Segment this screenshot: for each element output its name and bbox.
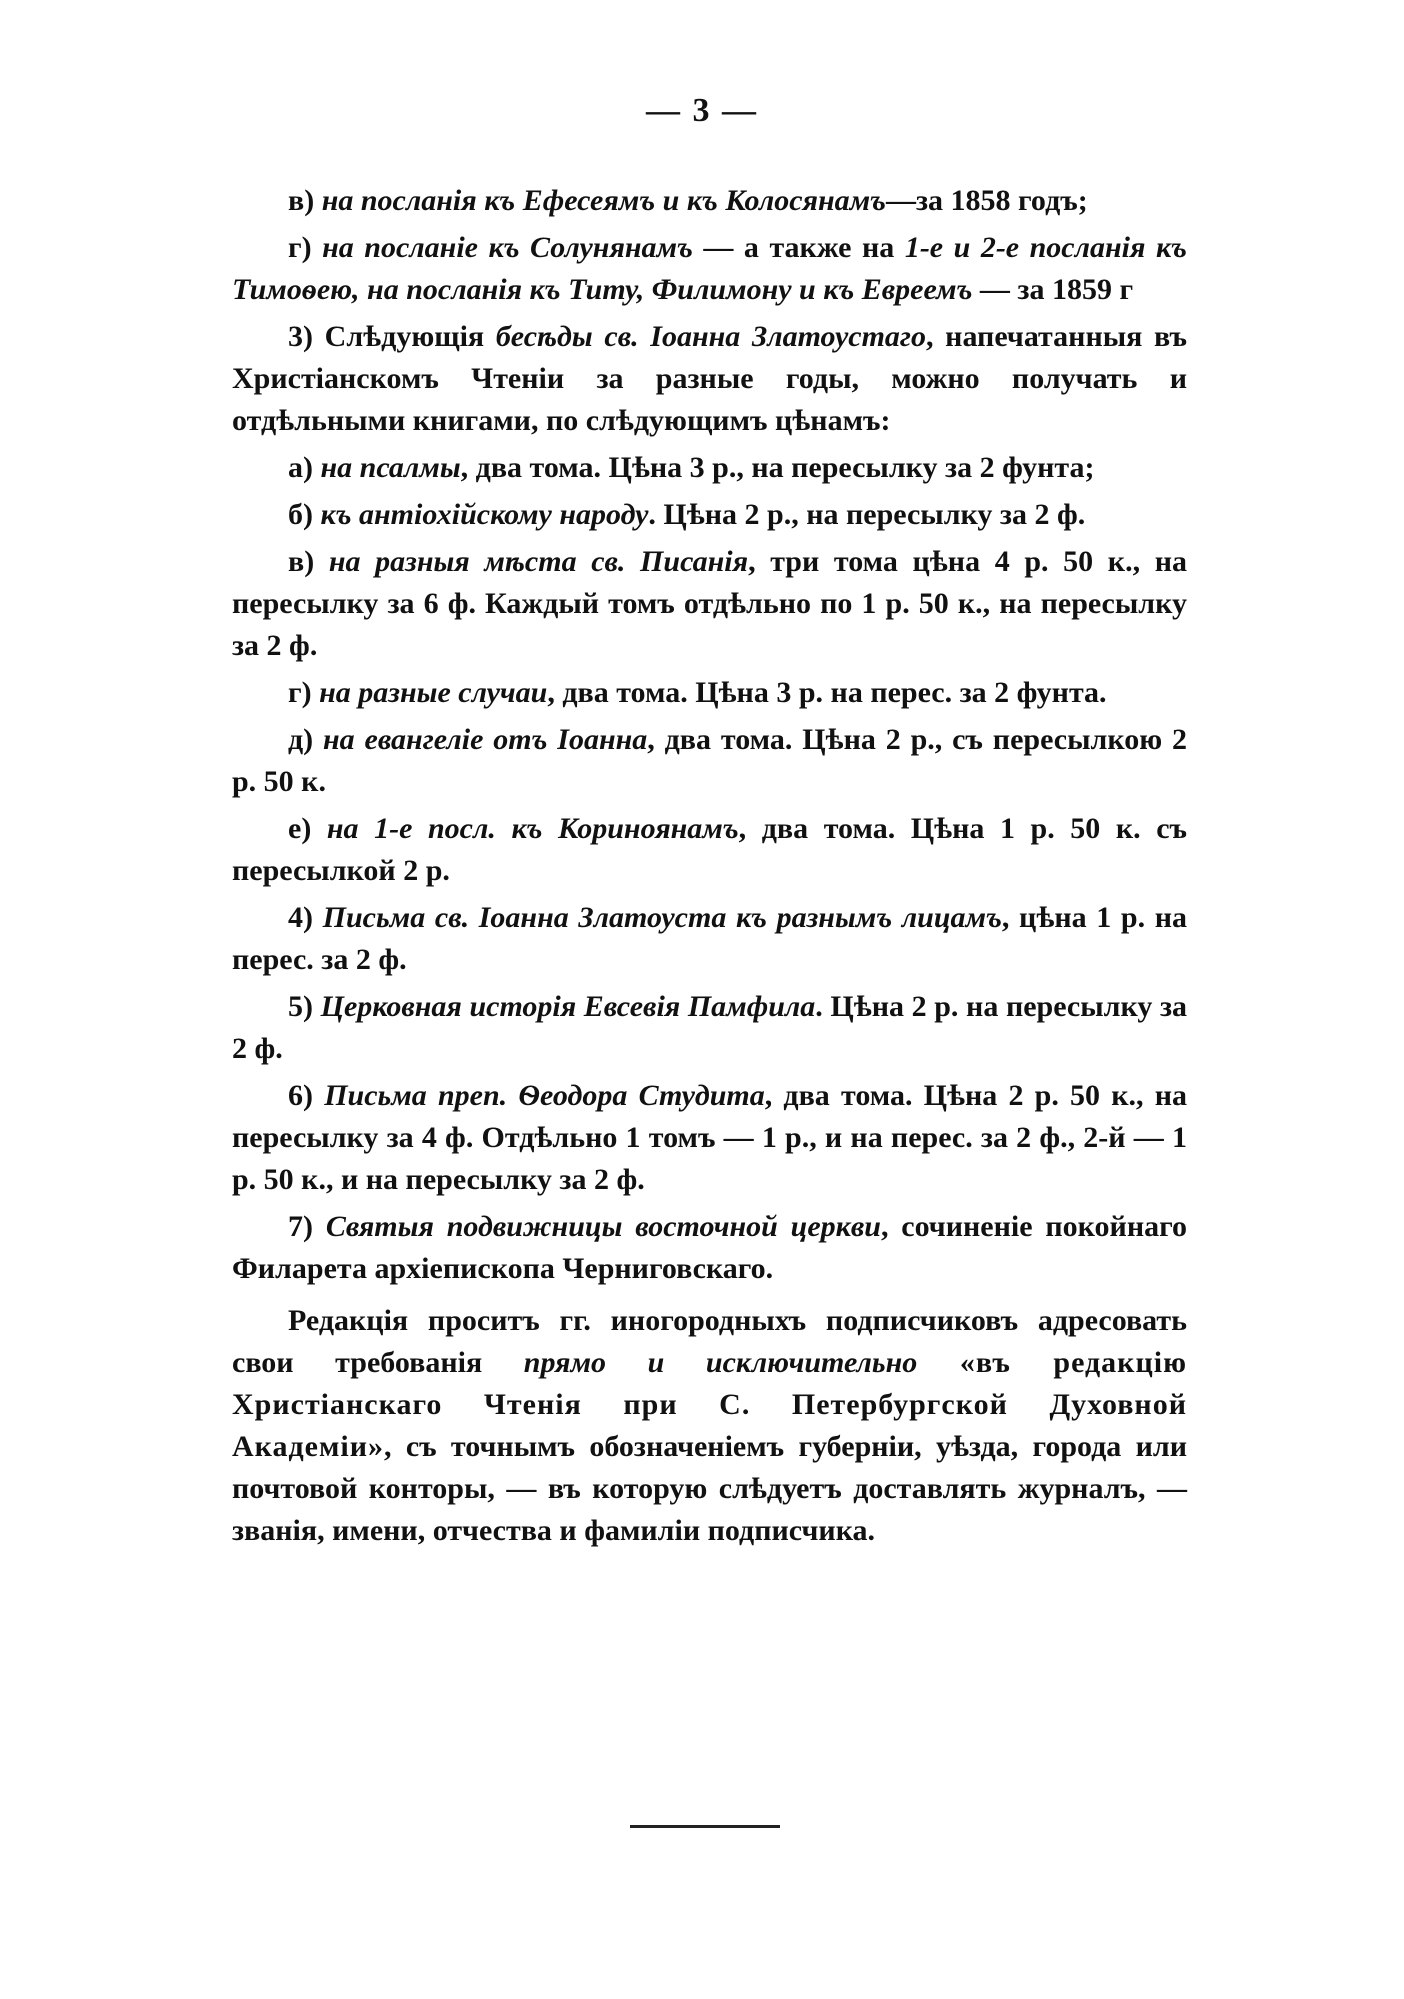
paragraph-title: Церковная исторія Евсевія Памфила (320, 990, 816, 1023)
body-text (232, 180, 1187, 1582)
paragraph-text: , два тома. Цѣна 3 р., на пересылку за 2 фунта; (460, 451, 1095, 484)
paragraph-title: на псалмы (320, 451, 461, 484)
paragraph-title: Святыя подвижницы восточной церкви (325, 1210, 881, 1243)
closing-rule (630, 1825, 780, 1828)
paragraph-lead: б) (288, 498, 321, 531)
paragraph-text: . Цѣна 2 р., на пересылку за 2 ф. (648, 498, 1086, 531)
paragraph-lead: 4) (288, 901, 323, 934)
paragraph (232, 986, 1187, 1070)
paragraph-title: на посланія къ Ефесеямъ и къ Колосянамъ (321, 184, 886, 217)
paragraph (232, 1075, 1187, 1201)
paragraph-lead: в) (288, 545, 329, 578)
paragraph (232, 316, 1187, 442)
paragraph-text: , два тома. Цѣна 2 р., съ пересылкою 2 р. 50 к. (232, 723, 1188, 798)
paragraph-lead: в) (288, 184, 322, 217)
paragraph-text: , два тома. Цѣна 2 р. 50 к., на пересылку за 4 ф. Отдѣльно 1 томъ — 1 р., и на перес. за 2 ф., 2-й — 1 р. 50 к., и на пересылку за 2 ф. (232, 1079, 1187, 1196)
paragraph-lead: 6) (288, 1079, 325, 1112)
paragraph-text: . Цѣна 2 р. на пересылку за 2 ф. (232, 990, 1188, 1065)
page-number: — 3 — (646, 92, 758, 129)
paragraph (232, 719, 1187, 803)
paragraph-title: на посланіе къ Солунянамъ (322, 231, 693, 264)
paragraph-text: , цѣна 1 р. на перес. за 2 ф. (232, 901, 1188, 976)
paragraph-lead: г) (288, 231, 323, 264)
paragraph-title: Письма преп. Ѳеодора Студита (324, 1079, 765, 1112)
paragraph (232, 672, 1187, 714)
paragraph-title: на евангеліе отъ Іоанна (323, 723, 648, 756)
paragraph-lead: 7) (288, 1210, 326, 1243)
paragraph-title: 1-е и 2-е посланія къ Тимоѳею, на посланія къ Титу, Филимону и къ Евреемъ (232, 231, 1187, 306)
paragraph-lead: 5) (288, 990, 321, 1023)
paragraph-lead: а) (288, 451, 321, 484)
paragraph-text: — а также на (692, 231, 905, 264)
paragraph-text: — за 1859 г (972, 273, 1134, 306)
notice-text: , съ точнымъ обозначеніемъ губерніи, уѣзда, города или почтовой конторы, — въ которую слѣдуетъ доставлять журналъ, — званія, имени, отчества и фамиліи подписчика. (232, 1430, 1187, 1547)
paragraph (232, 447, 1187, 489)
paragraph (232, 494, 1187, 536)
editorial-notice (232, 1300, 1187, 1552)
paragraph-title: на разные случаи (319, 676, 548, 709)
paragraph-lead: 3) Слѣдующія (288, 320, 496, 353)
paragraph (232, 227, 1187, 311)
paragraph-lead: д) (288, 723, 324, 756)
paragraph-title: на 1-е посл. къ Кориноянамъ (326, 812, 739, 845)
paragraph-title: къ антіохійскому народу (320, 498, 649, 531)
notice-text: Редакція проситъ гг. иногородныхъ подписчиковъ адресовать свои требованія (232, 1304, 1187, 1379)
paragraph (232, 180, 1187, 222)
paragraph-lead: г) (288, 676, 320, 709)
paragraph-text: , три тома цѣна 4 р. 50 к., на пересылку за 6 ф. Каждый томъ отдѣльно по 1 р. 50 к., на пересылку за 2 ф. (232, 545, 1187, 662)
paragraph (232, 897, 1187, 981)
paragraph-title: на разныя мѣста св. Писанія (328, 545, 749, 578)
paragraph-text: , сочиненіе покойнаго Филарета архіепископа Черниговскаго. (232, 1210, 1187, 1285)
notice-emphasis: прямо и исключительно (523, 1346, 918, 1379)
paragraph-text: —за 1858 годъ; (886, 184, 1088, 217)
paragraph-title: бесѣды св. Іоанна Златоустаго (495, 320, 926, 353)
paragraph-text: , два тома. Цѣна 3 р. на перес. за 2 фунта. (547, 676, 1107, 709)
paragraph-text: , напечатанныя въ Христіанскомъ Чтеніи за разные годы, можно получать и отдѣльными книгами, по слѣдующимъ цѣнамъ: (232, 320, 1187, 437)
paragraph (232, 541, 1187, 667)
paragraph-lead: е) (288, 812, 327, 845)
paragraph-text: , два тома. Цѣна 1 р. 50 к. съ пересылкой 2 р. (232, 812, 1188, 887)
paragraph (232, 808, 1187, 892)
paragraph-title: Письма св. Іоанна Златоуста къ разнымъ лицамъ (322, 901, 1002, 934)
notice-address: «въ редакцію Христіанскаго Чтенія при С. Петербургской Духовной Академіи» (232, 1346, 1188, 1463)
paragraph (232, 1206, 1187, 1290)
